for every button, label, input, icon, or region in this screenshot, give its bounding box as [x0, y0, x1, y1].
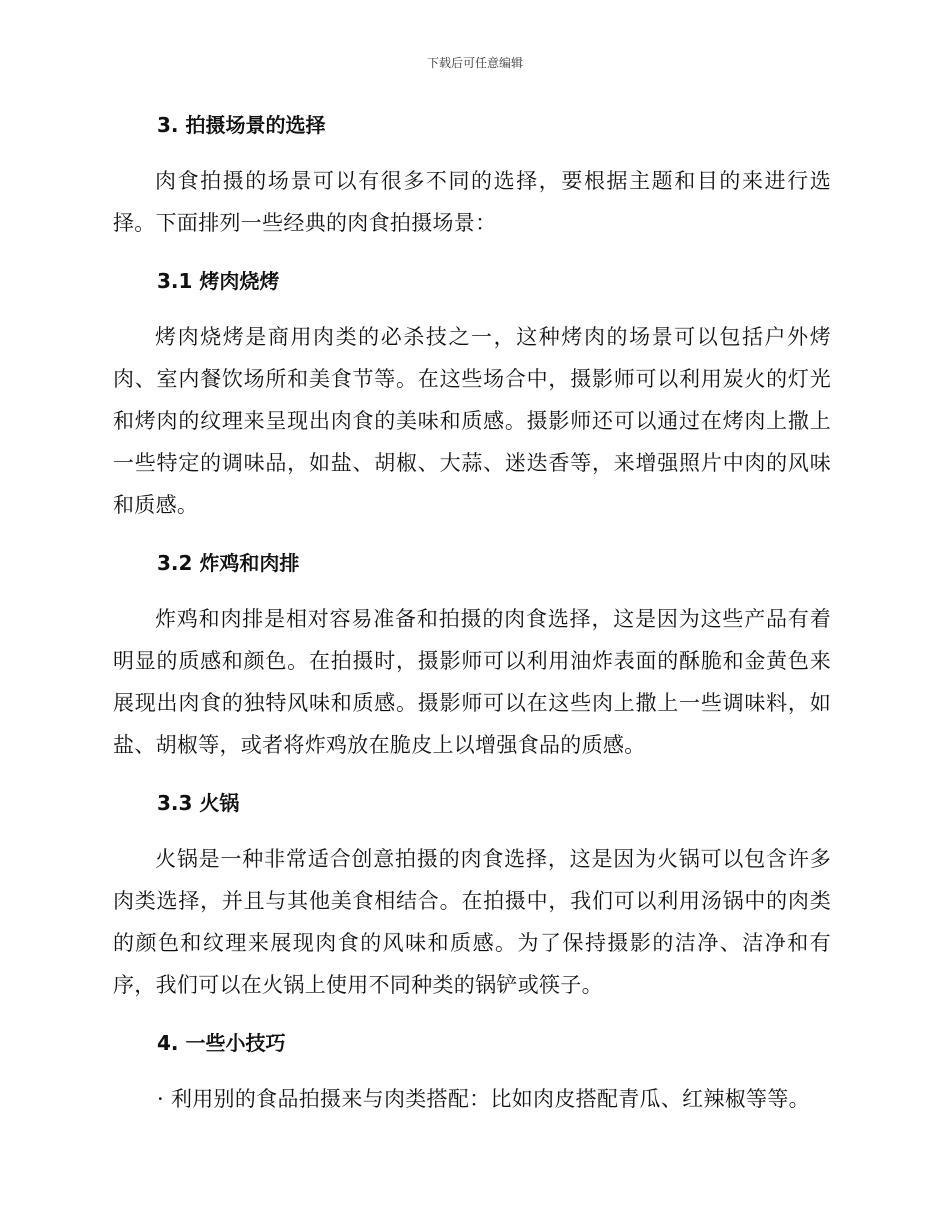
section-4-heading: 4. 一些小技巧 — [157, 1031, 286, 1055]
section-3-heading: 3. 拍摄场景的选择 — [157, 113, 326, 137]
section-3-2-heading: 3.2 炸鸡和肉排 — [157, 551, 300, 575]
section-3-1-heading: 3.1 烤肉烧烤 — [157, 269, 280, 293]
section-3-3-paragraph: 火锅是一种非常适合创意拍摄的肉食选择，这是因为火锅可以包含许多肉类选择，并且与其他美食相结合。在拍摄中，我们可以利用汤锅中的肉类的颜色和纹理来展现肉食的风味和质感。为了保持摄影的洁净、洁净和有序，我们可以在火锅上使用不同种类的锅铲或筷子。 — [113, 847, 831, 997]
section-3-2-paragraph: 炸鸡和肉排是相对容易准备和拍摄的肉食选择，这是因为这些产品有着明显的质感和颜色。在拍摄时，摄影师可以利用油炸表面的酥脆和金黄色来展现出肉食的独特风味和质感。摄影师可以在这些肉上撒上一些调味料，如盐、胡椒等，或者将炸鸡放在脆皮上以增强食品的质感。 — [113, 607, 831, 757]
section-3-3-heading: 3.3 火锅 — [157, 791, 240, 815]
section-3-1-paragraph: 烤肉烧烤是商用肉类的必杀技之一，这种烤肉的场景可以包括户外烤肉、室内餐饮场所和美食节等。在这些场合中，摄影师可以利用炭火的灯光和烤肉的纹理来呈现出肉食的美味和质感。摄影师还可以通过在烤肉上撒上一些特定的调味品，如盐、胡椒、大蒜、迷迭香等，来增强照片中肉的风味和质感。 — [113, 325, 831, 517]
tip-bullet-item: · 利用别的食品拍摄来与肉类搭配：比如肉皮搭配青瓜、红辣椒等等。 — [157, 1087, 810, 1111]
document-body — [113, 110, 831, 1120]
section-3-paragraph: 肉食拍摄的场景可以有很多不同的选择，要根据主题和目的来进行选择。下面排列一些经典的肉食拍摄场景： — [113, 169, 831, 235]
page-header: 下载后可任意编辑 — [426, 56, 523, 70]
